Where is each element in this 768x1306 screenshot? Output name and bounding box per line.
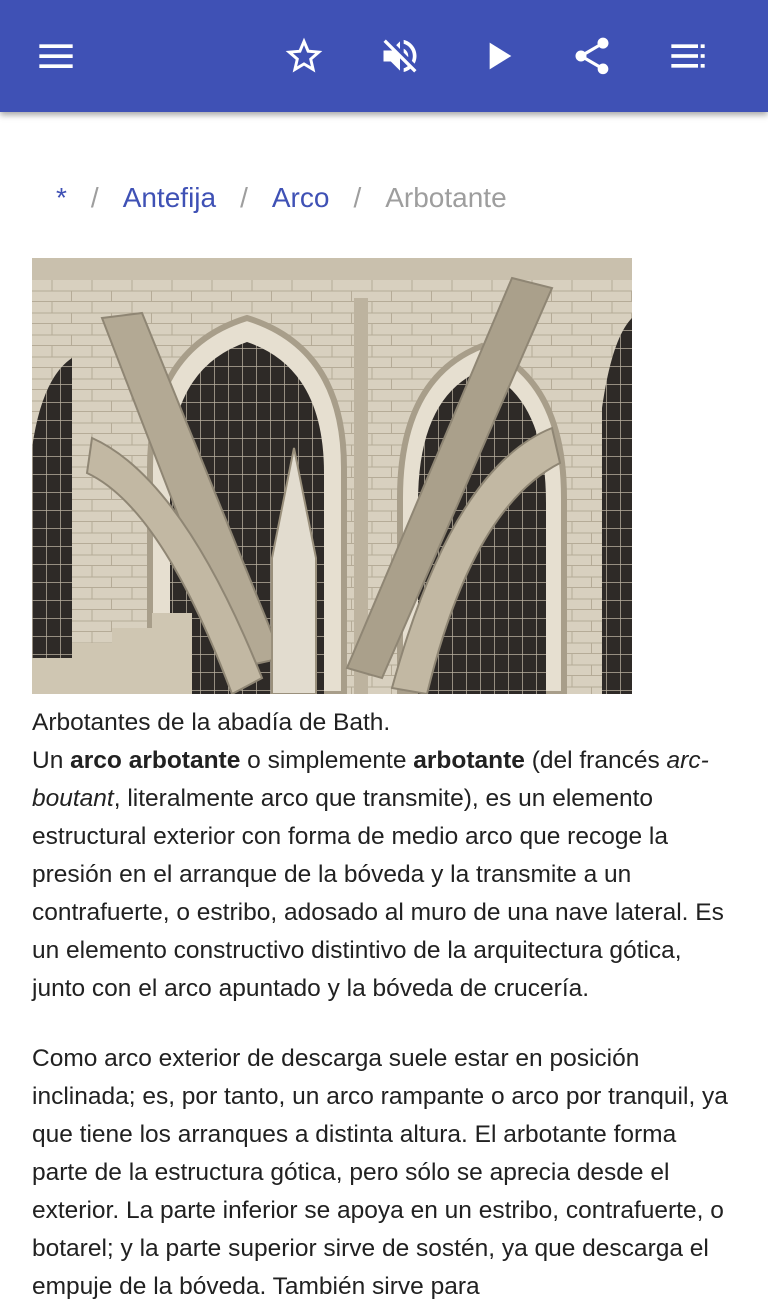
playlist-icon <box>668 36 708 76</box>
article-paragraph-2: Como arco exterior de descarga suele estar en posición inclinada; es, por tanto, un arco rampante o arco por tranquil, ya que tiene los arranques a distinta altura. El arbotante forma parte de la estructura gótica, pero sólo se aprecia desde el exterior. La parte inferior se apoya en un estribo, contrafuerte, o botarel; y la parte superior sirve de sostén, ya que descarga el empuje de la bóveda. También sirve para <box>32 1045 728 1300</box>
breadcrumb-separator: / <box>353 182 362 213</box>
breadcrumb-item-arco[interactable]: Arco <box>271 182 330 213</box>
article-image[interactable] <box>32 258 632 694</box>
play-button[interactable] <box>470 28 526 84</box>
abbey-buttress-illustration <box>32 258 632 694</box>
text-run: Un <box>32 747 71 774</box>
breadcrumb <box>56 178 507 222</box>
menu-icon <box>36 36 76 76</box>
mute-button[interactable] <box>372 28 428 84</box>
star-outline-icon <box>282 34 326 78</box>
paragraph-gap <box>32 1008 736 1040</box>
menu-button[interactable] <box>28 28 84 84</box>
article-paragraph-1 <box>32 742 736 1008</box>
italic-term: arc-boutant <box>32 747 709 812</box>
breadcrumb-item-home[interactable]: * <box>56 182 67 213</box>
article-content <box>32 704 736 1306</box>
volume-off-icon <box>378 34 422 78</box>
bookmark-button[interactable] <box>276 28 332 84</box>
bold-term: arbotante <box>413 747 525 774</box>
breadcrumb-separator: / <box>90 182 99 213</box>
play-icon <box>478 36 518 76</box>
share-button[interactable] <box>564 28 620 84</box>
share-icon <box>570 34 614 78</box>
breadcrumb-item-antefija[interactable]: Antefija <box>122 182 217 213</box>
bold-term: arco arbotante <box>70 747 241 774</box>
image-caption: Arbotantes de la abadía de Bath. <box>32 709 391 736</box>
text-run: o simplemente <box>240 747 414 774</box>
contents-button[interactable] <box>660 28 716 84</box>
breadcrumb-current: Arbotante <box>385 182 507 213</box>
app-bar <box>0 0 768 112</box>
breadcrumb-separator: / <box>240 182 248 213</box>
text-run: , literalmente arco que transmite), es un elemento estructural exterior con forma de medio arco que recoge la presión en el arranque de la bóveda y la transmite a un contrafuerte, o estribo, adosado al muro de una nave lateral. Es un elemento constructivo distintivo de la arquitectura gótica, junto con el arco apuntado y la bóveda de crucería. <box>32 785 724 1002</box>
text-run: (del francés <box>524 747 667 774</box>
